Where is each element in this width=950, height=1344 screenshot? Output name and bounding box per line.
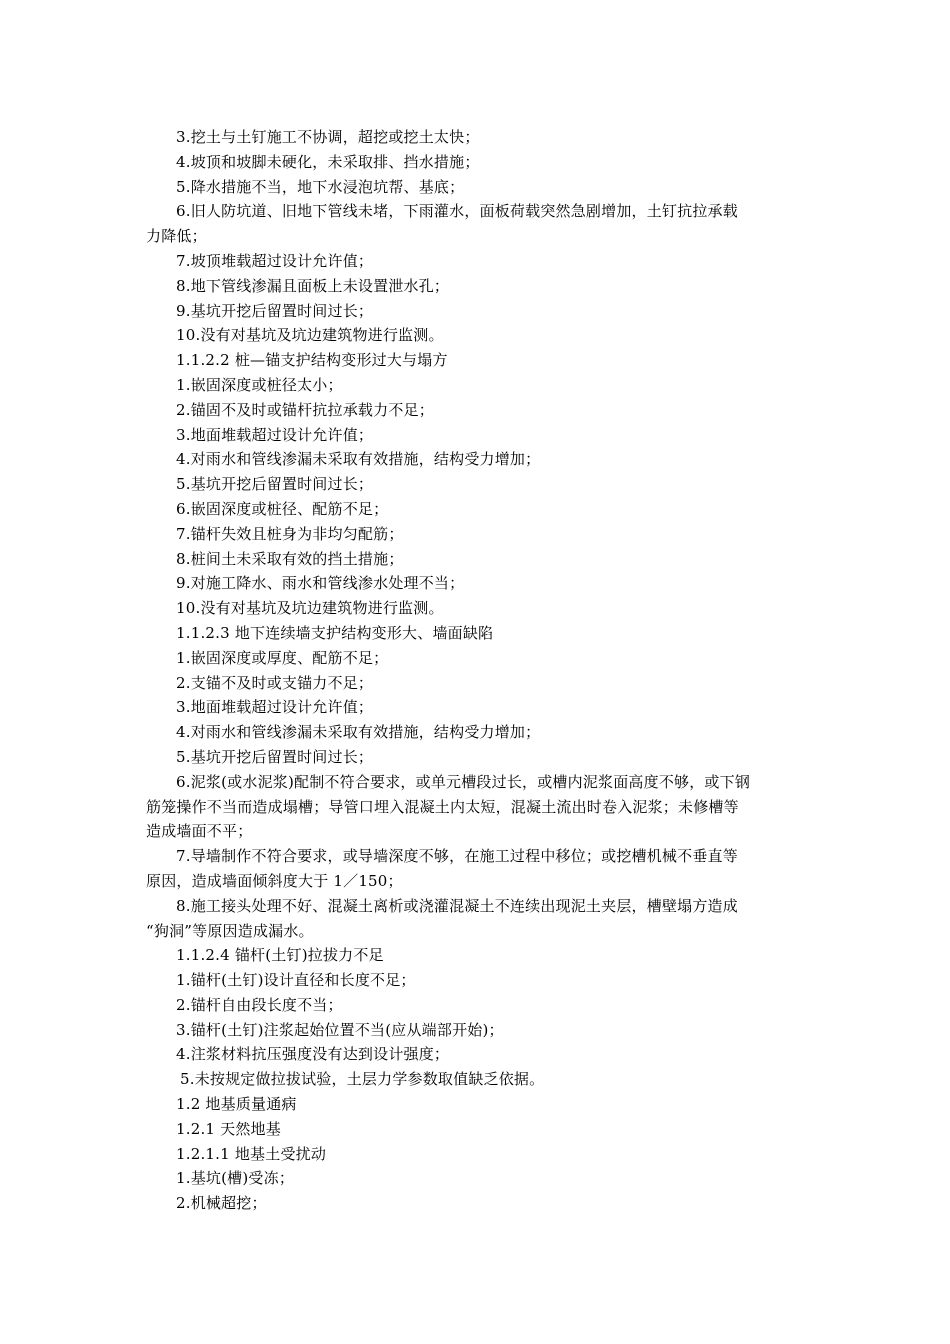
- text-line: 1.锚杆(土钉)设计直径和长度不足；: [176, 971, 416, 990]
- text-line: 1.2.1.1 地基土受扰动: [176, 1144, 327, 1163]
- text-line: 3.锚杆(土钉)注浆起始位置不当(应从端部开始)；: [176, 1020, 504, 1039]
- text-line: 3.挖土与土钉施工不协调，超挖或挖土太快；: [176, 128, 480, 146]
- text-line: 9.基坑开挖后留置时间过长；: [176, 301, 374, 320]
- text-line: 2.机械超挖；: [176, 1194, 267, 1213]
- text-line: 7.锚杆失效且桩身为非均匀配筋；: [176, 524, 404, 543]
- text-line: 6.泥浆(或水泥浆)配制不符合要求，或单元槽段过长，或槽内泥浆面高度不够，或下钢: [176, 772, 751, 791]
- text-line: 4.坡顶和坡脚未硬化，未采取排、挡水措施；: [176, 152, 480, 171]
- text-line: 1.1.2.2 桩—锚支护结构变形过大与塌方: [176, 351, 448, 370]
- text-line: 5.基坑开挖后留置时间过长；: [176, 747, 374, 766]
- text-line: “狗洞”等原因造成漏水。: [146, 921, 314, 940]
- text-line: 2.锚固不及时或锚杆抗拉承载力不足；: [176, 400, 434, 419]
- text-line: 1.1.2.4 锚杆(土钉)拉拔力不足: [176, 946, 384, 965]
- text-line: 2.支锚不及时或支锚力不足；: [176, 673, 374, 692]
- text-line: 7.坡顶堆载超过设计允许值；: [176, 251, 374, 270]
- text-line: 3.地面堆载超过设计允许值；: [176, 698, 374, 717]
- text-line: 2.锚杆自由段长度不当；: [176, 995, 343, 1014]
- text-line: 1.嵌固深度或桩径太小；: [176, 375, 343, 394]
- text-line: 10.没有对基坑及坑边建筑物进行监测。: [176, 326, 444, 345]
- text-line: 力降低；: [146, 227, 207, 246]
- document-body: [146, 125, 808, 1216]
- text-line: 7.导墙制作不符合要求，或导墙深度不够，在施工过程中移位；或挖槽机械不垂直等: [176, 847, 738, 866]
- text-line: 4.注浆材料抗压强度没有达到设计强度；: [176, 1045, 450, 1064]
- text-line: 1.2 地基质量通病: [176, 1095, 297, 1114]
- text-line: 1.1.2.3 地下连续墙支护结构变形大、墙面缺陷: [176, 623, 494, 642]
- text-line: 5.未按规定做拉拔试验，土层力学参数取值缺乏依据。: [180, 1070, 545, 1089]
- text-line: 9.对施工降水、雨水和管线渗水处理不当；: [176, 574, 465, 593]
- text-line: 3.地面堆载超过设计允许值；: [176, 425, 374, 444]
- text-line: 8.施工接头处理不好、混凝土离析或浇灌混凝土不连续出现泥土夹层，槽壁塌方造成: [176, 896, 738, 915]
- text-line: 8.地下管线渗漏且面板上未设置泄水孔；: [176, 276, 450, 295]
- text-line: 6.嵌固深度或桩径、配筋不足；: [176, 499, 389, 518]
- text-line: 造成墙面不平；: [146, 822, 253, 841]
- text-line: 1.基坑(槽)受冻；: [176, 1169, 295, 1188]
- text-line: 4.对雨水和管线渗漏未采取有效措施，结构受力增加；: [176, 723, 541, 742]
- text-line: 1.嵌固深度或厚度、配筋不足；: [176, 648, 389, 667]
- text-line: 5.降水措施不当，地下水浸泡坑帮、基底；: [176, 177, 465, 196]
- text-line: 6.旧人防坑道、旧地下管线未堵，下雨灌水，面板荷载突然急剧增加，土钉抗拉承载: [176, 202, 738, 221]
- text-line: 5.基坑开挖后留置时间过长；: [176, 475, 374, 494]
- text-line: 4.对雨水和管线渗漏未采取有效措施，结构受力增加；: [176, 450, 541, 469]
- text-line: 10.没有对基坑及坑边建筑物进行监测。: [176, 599, 444, 618]
- text-line: 原因，造成墙面倾斜度大于 1／150；: [146, 871, 403, 890]
- text-line: 8.桩间土未采取有效的挡土措施；: [176, 549, 404, 568]
- text-line: 筋笼操作不当而造成塌槽；导管口埋入混凝土内太短，混凝土流出时卷入泥浆；未修槽等: [146, 797, 739, 816]
- text-line: 1.2.1 天然地基: [176, 1119, 281, 1138]
